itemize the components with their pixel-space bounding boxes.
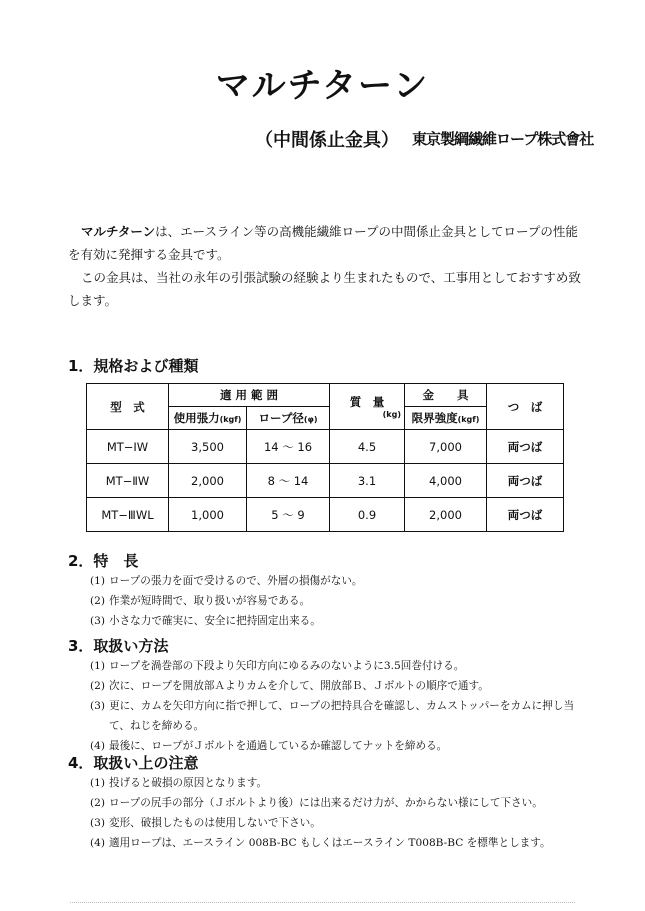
- list-item-number: (2): [90, 680, 106, 692]
- cell-mass: 4.5: [330, 430, 405, 464]
- list-item-text: ロープを渦巻部の下段より矢印方向にゆるみのないように3.5回巻付ける。: [109, 660, 465, 672]
- list-item-number: (2): [90, 595, 106, 607]
- header-tension-label: 使用張力: [173, 411, 220, 425]
- list-item-number: (4): [90, 837, 106, 849]
- cell-flange: 両つば: [487, 498, 564, 532]
- list-item-number: (4): [90, 740, 106, 752]
- header-limit-unit: (kgf): [457, 415, 480, 424]
- section-2-heading: 2．特 長: [68, 552, 139, 570]
- list-item: [90, 571, 590, 591]
- list-item-text: 作業が短時間で、取り扱いが容易である。: [109, 595, 311, 607]
- header-diameter-label: ロープ径: [258, 411, 304, 425]
- header-tension-unit: (kgf): [219, 415, 242, 424]
- list-item-text: 次に、ロープを開放部Ａよりカムを介して、開放部Ｂ、Ｊボルトの順序で通す。: [109, 680, 489, 692]
- header-mass-label: 質 量: [349, 395, 385, 409]
- cell-tension: 2,000: [169, 464, 247, 498]
- cell-limit: 2,000: [405, 498, 487, 532]
- list-item-text: 小さな力で確実に、安全に把持固定出来る。: [109, 615, 321, 627]
- intro-paragraph-1: [68, 220, 584, 266]
- list-item: [90, 591, 590, 611]
- spec-table: [86, 383, 564, 532]
- cell-tension: 1,000: [169, 498, 247, 532]
- list-item: [90, 676, 590, 696]
- section-4-heading: 4．取扱い上の注意: [68, 754, 199, 772]
- list-item-number: (3): [90, 817, 106, 829]
- list-item: [90, 656, 590, 676]
- table-row: [87, 464, 564, 498]
- intro-paragraph-1-rest: は、エースライン等の高機能繊維ロープの中間係止金具としてロープの性能を有効に発揮する金具です。: [68, 224, 578, 262]
- list-item-text: 適用ロープは、エースライン 008B-BC もしくはエースライン T008B-BC を標準とします。: [109, 837, 551, 849]
- cell-flange: 両つば: [487, 430, 564, 464]
- document-title: マルチターン: [215, 66, 430, 106]
- table-row: [87, 498, 564, 532]
- list-item: [90, 611, 590, 631]
- list-item: [90, 833, 590, 853]
- list-item-number: (3): [90, 700, 106, 712]
- header-tension: [169, 407, 247, 430]
- header-flange: つ ば: [487, 384, 564, 430]
- document-subtitle: （中間係止金具）: [255, 130, 399, 151]
- list-item: [90, 696, 590, 736]
- cell-model: MT−ⅡW: [87, 464, 169, 498]
- page-bottom-divider: [70, 902, 575, 905]
- cell-limit: 7,000: [405, 430, 487, 464]
- product-name: マルチターン: [81, 224, 156, 239]
- list-item-number: (2): [90, 797, 106, 809]
- header-diameter: [247, 407, 330, 430]
- cell-diameter: 14 ～ 16: [247, 430, 330, 464]
- list-item-text: 最後に、ロープがＪボルトを通過しているか確認してナットを締める。: [109, 740, 448, 752]
- company-name: 東京製綱繊維ロープ株式會社: [412, 130, 594, 148]
- intro-paragraph-2: この金具は、当社の永年の引張試験の経験より生まれたもので、工事用としておすすめ致します。: [68, 270, 581, 308]
- header-mass: [330, 384, 405, 430]
- features-list: [90, 571, 590, 631]
- cell-mass: 3.1: [330, 464, 405, 498]
- cell-mass: 0.9: [330, 498, 405, 532]
- list-item-number: (1): [90, 575, 106, 587]
- cell-diameter: 8 ～ 14: [247, 464, 330, 498]
- cell-limit: 4,000: [405, 464, 487, 498]
- header-scope: 適 用 範 囲: [169, 384, 330, 407]
- list-item-number: (1): [90, 777, 106, 789]
- intro-text: [68, 220, 584, 312]
- header-fitting: 金 具: [405, 384, 487, 407]
- header-diameter-unit: (φ): [303, 415, 318, 424]
- usage-list: [90, 656, 590, 756]
- cell-diameter: 5 ～ 9: [247, 498, 330, 532]
- cautions-list: [90, 773, 590, 853]
- cell-flange: 両つば: [487, 464, 564, 498]
- list-item: [90, 793, 590, 813]
- table-row: [87, 430, 564, 464]
- list-item: [90, 773, 590, 793]
- header-mass-unit: (kg): [382, 410, 401, 419]
- cell-tension: 3,500: [169, 430, 247, 464]
- list-item-text: 変形、破損したものは使用しないで下さい。: [109, 817, 321, 829]
- header-model: 型 式: [87, 384, 169, 430]
- cell-model: MT−ⅠW: [87, 430, 169, 464]
- list-item-text: 更に、カムを矢印方向に指で押して、ロープの把持具合を確認し、カムストッパーをカムに押し当て、ねじを締める。: [109, 700, 575, 732]
- list-item: [90, 813, 590, 833]
- header-limit: [405, 407, 487, 430]
- list-item-text: ロープの尻手の部分（Ｊボルトより後）には出来るだけ力が、かからない様にして下さい。: [109, 797, 543, 809]
- cell-model: MT−ⅢWL: [87, 498, 169, 532]
- list-item-number: (3): [90, 615, 106, 627]
- list-item-number: (1): [90, 660, 106, 672]
- list-item-text: ロープの張力を面で受けるので、外層の損傷がない。: [109, 575, 363, 587]
- section-3-heading: 3．取扱い方法: [68, 637, 169, 655]
- section-1-heading: 1．規格および種類: [68, 357, 199, 375]
- list-item-text: 投げると破損の原因となります。: [109, 777, 268, 789]
- header-limit-label: 限界強度: [411, 411, 458, 425]
